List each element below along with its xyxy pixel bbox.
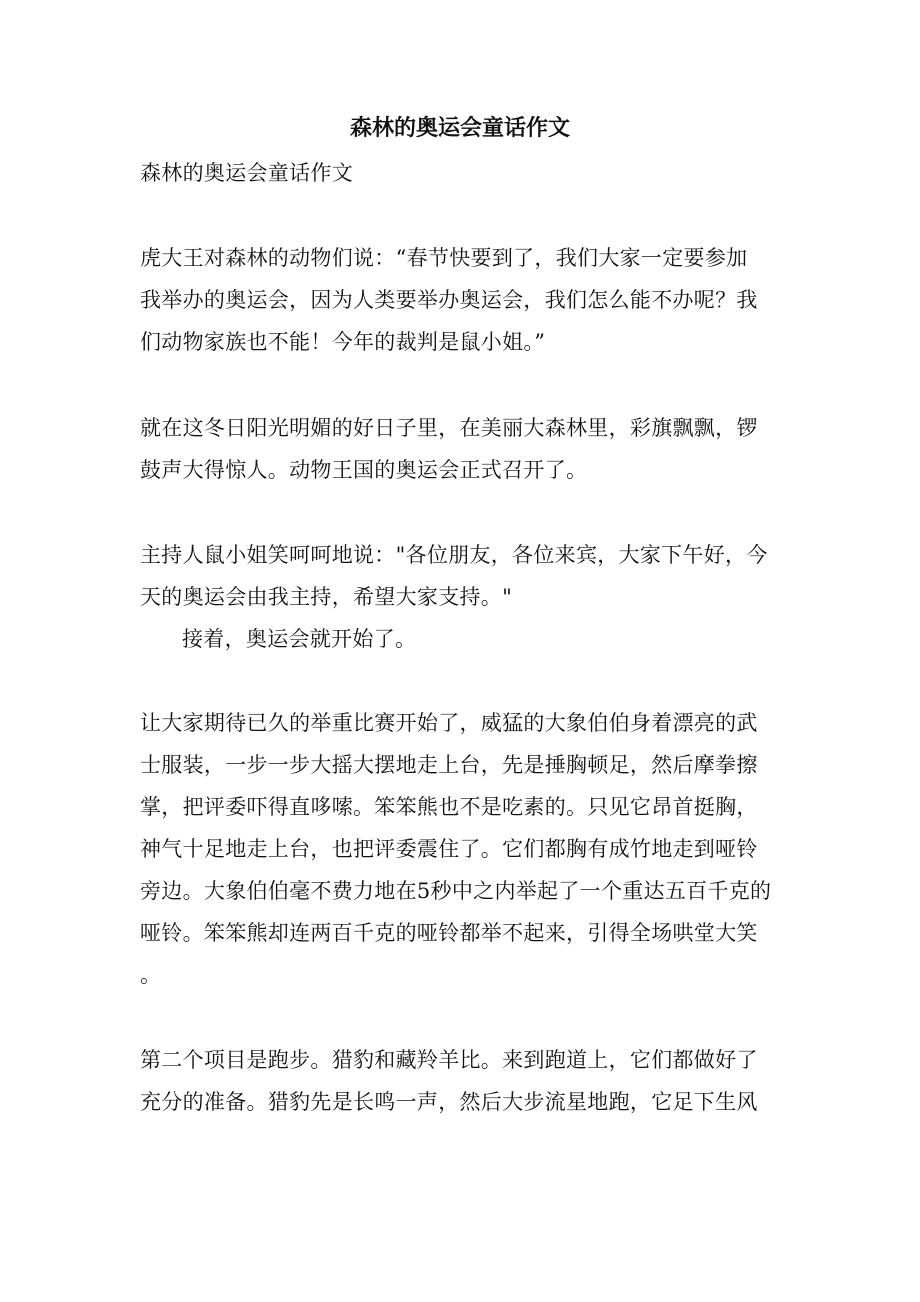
- subtitle-line: 森林的奥运会童话作文: [140, 161, 353, 185]
- text-line: 让大家期待已久的举重比赛开始了，威猛的大象伯伯身着漂亮的武: [140, 711, 758, 735]
- text-line: 虎大王对森林的动物们说：“春节快要到了，我们大家一定要参加: [140, 246, 748, 270]
- text-line: 主持人鼠小姐笑呵呵地说："各位朋友，各位来宾，大家下午好，今: [140, 543, 768, 567]
- text-line: 掌，把评委吓得直哆嗦。笨笨熊也不是吃素的。只见它昂首挺胸，: [140, 795, 758, 819]
- text-line: 充分的准备。猎豹先是长鸣一声，然后大步流星地跑，它足下生风: [140, 1090, 758, 1114]
- text-line: 旁边。大象伯伯毫不费力地在5秒中之内举起了一个重达五百千克的: [140, 879, 772, 903]
- text-line: 。: [140, 963, 162, 987]
- text-line: 第二个项目是跑步。猎豹和藏羚羊比。来到跑道上，它们都做好了: [140, 1048, 758, 1072]
- text-line: 们动物家族也不能！今年的裁判是鼠小姐。”: [140, 330, 546, 354]
- text-line: 我举办的奥运会，因为人类要举办奥运会，我们怎么能不办呢？我: [140, 288, 758, 312]
- text-line: 神气十足地走上台，也把评委震住了。它们都胸有成竹地走到哑铃: [140, 837, 758, 861]
- text-line: 接着，奥运会就开始了。: [182, 627, 417, 651]
- text-line: 天的奥运会由我主持，希望大家支持。": [140, 585, 513, 609]
- document-title: 森林的奥运会童话作文: [349, 115, 570, 141]
- text-line: 鼓声大得惊人。动物王国的奥运会正式召开了。: [140, 458, 588, 482]
- text-line: 士服装，一步一步大摇大摆地走上台，先是捶胸顿足，然后摩拳擦: [140, 753, 758, 777]
- text-line: 就在这冬日阳光明媚的好日子里，在美丽大森林里，彩旗飘飘，锣: [140, 416, 758, 440]
- text-line: 哑铃。笨笨熊却连两百千克的哑铃都举不起来，引得全场哄堂大笑: [140, 921, 758, 945]
